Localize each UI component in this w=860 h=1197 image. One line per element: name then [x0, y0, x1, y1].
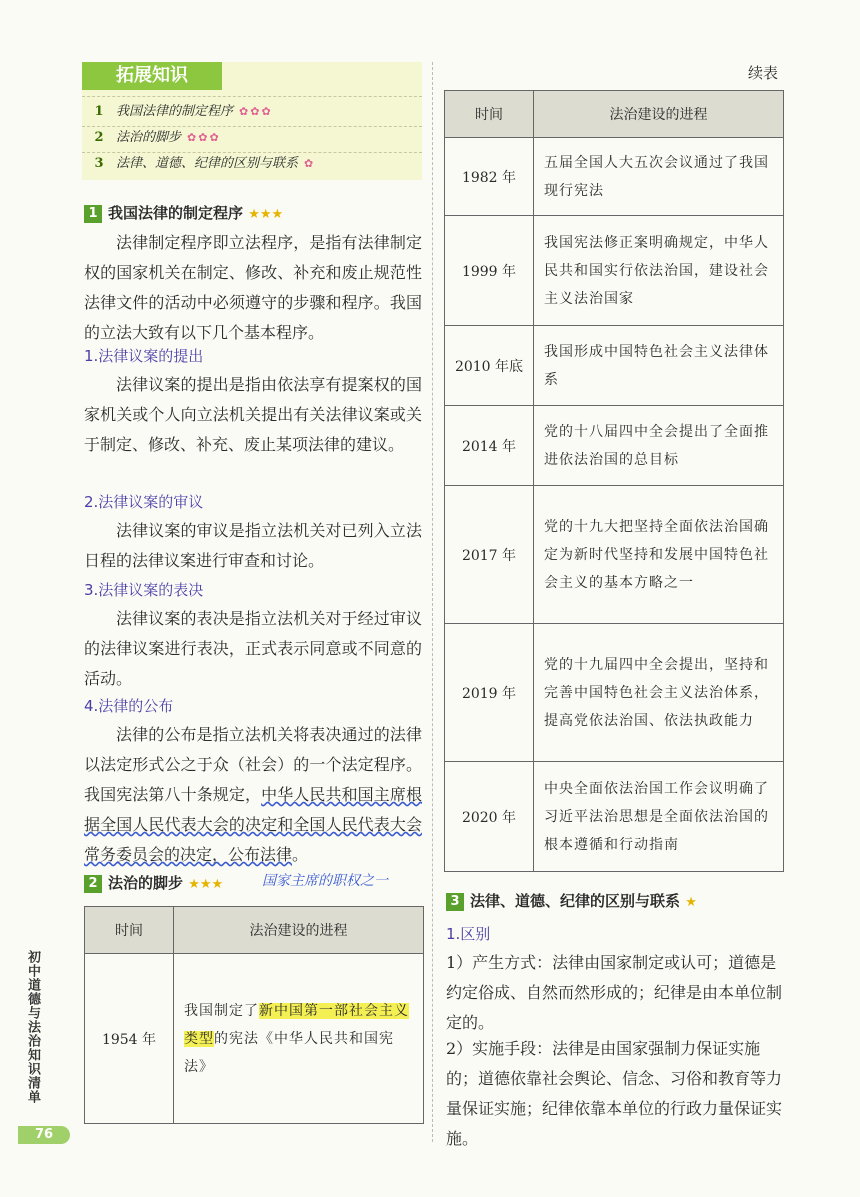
toc-title: 拓展知识	[82, 62, 222, 90]
toc-num: 1	[94, 104, 104, 119]
table-cell: 党的十九大把坚持全面依法治国确定为新时代坚持和发展中国特色社会主义的基本方略之一	[534, 486, 784, 624]
progress-table-continued	[444, 90, 784, 872]
column-header: 法治建设的进程	[174, 907, 424, 954]
table-cell: 2010 年底	[445, 326, 534, 406]
star-icon: ★★★	[188, 877, 224, 892]
toc-box	[82, 62, 422, 180]
continued-label: 续表	[748, 64, 779, 82]
star-icon: ✿✿✿	[187, 131, 221, 144]
column-header: 法治建设的进程	[534, 91, 784, 138]
subheading: 2.法律议案的审议	[84, 493, 204, 511]
section-number: 3	[446, 893, 464, 911]
paragraph-text: 法律的公布是指立法机关将表决通过的法律以法定形式公之于众（社会）的一个法定程序。我国宪法第八十条规定，	[84, 725, 422, 804]
page-number: 76	[18, 1126, 70, 1144]
highlighted-text: 新中国第一部社会主义类型	[184, 1002, 409, 1047]
column-header: 时间	[445, 91, 534, 138]
table-cell: 2019 年	[445, 624, 534, 762]
table-cell: 党的十九届四中全会提出，坚持和完善中国特色社会主义法治体系，提高党依法治国、依法执政能力	[534, 624, 784, 762]
toc-label: 我国法律的制定程序	[116, 104, 234, 119]
section-number: 1	[84, 205, 102, 223]
cell-text: 的宪法《中华人民共和国宪法》	[184, 1030, 394, 1075]
table-cell	[174, 954, 424, 1124]
star-icon: ★★★	[248, 207, 284, 222]
table-cell: 五届全国人大五次会议通过了我国现行宪法	[534, 138, 784, 216]
toc-label: 法治的脚步	[116, 130, 182, 145]
section-heading	[84, 202, 283, 226]
underlined-text: 中华人民共和国主席根据全国人民代表大会的决定和全国人民代表大会常务委员会的决定，公布法律	[84, 785, 422, 864]
paragraph: 法律议案的审议是指立法机关对已列入立法日程的法律议案进行审查和讨论。	[84, 521, 422, 570]
toc-item[interactable]	[82, 98, 422, 126]
section-title: 法律、道德、纪律的区别与联系	[470, 892, 681, 910]
table-row	[445, 762, 784, 872]
section-heading	[84, 872, 223, 896]
toc-label: 法律、道德、纪律的区别与联系	[116, 156, 299, 171]
section-heading	[446, 890, 697, 914]
table-cell: 1954 年	[85, 954, 174, 1124]
toc-num: 2	[94, 130, 104, 145]
progress-table	[84, 906, 424, 1124]
section-title: 法治的脚步	[108, 874, 184, 892]
paragraph: 1）产生方式：法律由国家制定或认可；道德是约定俗成、自然而然形成的；纪律是由本单位制定的。	[446, 953, 783, 1032]
table-row	[445, 624, 784, 762]
paragraph: 2）实施手段：法律是由国家强制力保证实施的；道德依靠社会舆论、信念、习俗和教育等力量保证实施；纪律依靠本单位的行政力量保证实施。	[446, 1039, 783, 1148]
table-cell: 我国形成中国特色社会主义法律体系	[534, 326, 784, 406]
table-header-row	[85, 907, 424, 954]
book-title-sidebar: 初中道德与法治知识清单	[25, 950, 40, 1104]
table-row	[445, 406, 784, 486]
table-cell: 2020 年	[445, 762, 534, 872]
section-title: 我国法律的制定程序	[108, 204, 244, 222]
column-divider	[432, 62, 433, 1142]
toc-num: 3	[94, 156, 104, 171]
subheading: 4.法律的公布	[84, 697, 174, 715]
handwritten-note: 国家主席的职权之一	[262, 873, 388, 889]
table-cell: 党的十八届四中全会提出了全面推进依法治国的总目标	[534, 406, 784, 486]
table-row	[445, 326, 784, 406]
paragraph: 法律议案的表决是指立法机关对于经过审议的法律议案进行表决，正式表示同意或不同意的活动。	[84, 609, 422, 688]
cell-text: 我国制定了	[184, 1002, 259, 1019]
paragraph: 法律制定程序即立法程序，是指有法律制定权的国家机关在制定、修改、补充和废止规范性法律文件的活动中必须遵守的步骤和程序。我国的立法大致有以下几个基本程序。	[84, 233, 422, 342]
subheading: 3.法律议案的表决	[84, 581, 204, 599]
table-row	[445, 486, 784, 624]
star-icon: ★	[685, 895, 697, 910]
column-header: 时间	[85, 907, 174, 954]
star-icon: ✿✿✿	[239, 105, 273, 118]
subheading: 1.法律议案的提出	[84, 347, 204, 365]
divider	[82, 96, 422, 97]
section-number: 2	[84, 875, 102, 893]
paragraph	[84, 720, 422, 870]
paragraph-text: 。	[292, 845, 309, 864]
table-row	[445, 138, 784, 216]
table-cell: 2017 年	[445, 486, 534, 624]
table-row	[445, 216, 784, 326]
table-cell: 1982 年	[445, 138, 534, 216]
toc-item[interactable]	[82, 150, 422, 178]
subheading: 1.区别	[446, 925, 491, 943]
table-cell: 中央全面依法治国工作会议明确了习近平法治思想是全面依法治国的根本遵循和行动指南	[534, 762, 784, 872]
paragraph: 法律议案的提出是指由依法享有提案权的国家机关或个人向立法机关提出有关法律议案或关于制定、修改、补充、废止某项法律的建议。	[84, 375, 422, 454]
star-icon: ✿	[304, 157, 316, 170]
table-row	[85, 954, 424, 1124]
table-cell: 我国宪法修正案明确规定，中华人民共和国实行依法治国，建设社会主义法治国家	[534, 216, 784, 326]
table-cell: 1999 年	[445, 216, 534, 326]
toc-item[interactable]	[82, 124, 422, 152]
table-cell: 2014 年	[445, 406, 534, 486]
table-header-row	[445, 91, 784, 138]
